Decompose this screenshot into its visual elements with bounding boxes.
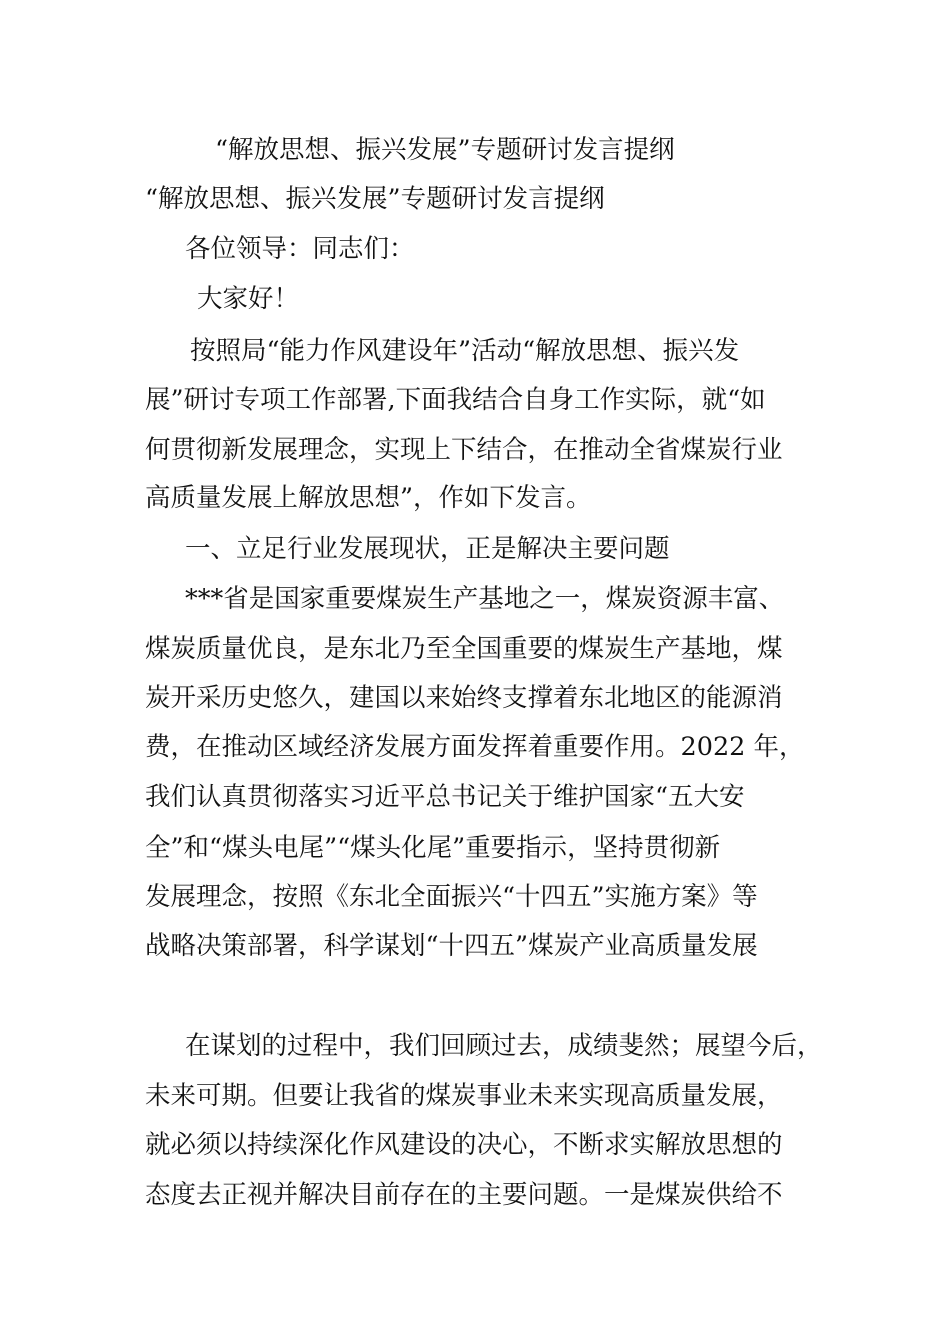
paragraph-line: 态度去正视并解决目前存在的主要问题。一是煤炭供给不: [145, 1180, 783, 1210]
paragraph-line: 何贯彻新发展理念，实现上下结合，在推动全省煤炭行业: [145, 435, 783, 465]
paragraph-line: 战略决策部署，科学谋划“十四五”煤炭产业高质量发展: [145, 931, 758, 961]
paragraph-line: 我们认真贯彻落实习近平总书记关于维护国家“五大安: [145, 782, 745, 812]
greeting: 大家好！: [197, 284, 300, 314]
document-subtitle: “解放思想、振兴发展”专题研讨发言提纲: [145, 184, 605, 214]
paragraph-line: 费，在推动区域经济发展方面发挥着重要作用。2022 年，: [145, 732, 805, 762]
paragraph-line: 全”和“煤头电尾”“煤头化尾”重要指示，坚持贯彻新: [145, 833, 721, 863]
paragraph-line: ***省是国家重要煤炭生产基地之一，煤炭资源丰富、: [185, 584, 785, 614]
paragraph-line: 炭开采历史悠久，建国以来始终支撑着东北地区的能源消: [145, 683, 783, 713]
paragraph-line: 就必须以持续深化作风建设的决心，不断求实解放思想的: [145, 1130, 783, 1160]
paragraph-line: 煤炭质量优良，是东北乃至全国重要的煤炭生产基地，煤: [145, 634, 783, 664]
salutation: 各位领导：同志们：: [185, 234, 415, 264]
paragraph-line: 展”研讨专项工作部署,下面我结合自身工作实际，就“如: [145, 385, 766, 415]
paragraph-line: 未来可期。但要让我省的煤炭事业未来实现高质量发展，: [145, 1081, 783, 1111]
section-heading: 一、立足行业发展现状，正是解决主要问题: [185, 534, 670, 564]
paragraph-line: 高质量发展上解放思想”，作如下发言。: [145, 483, 592, 513]
paragraph-line: 在谋划的过程中，我们回顾过去，成绩斐然；展望今后，: [185, 1031, 823, 1061]
document-title: “解放思想、振兴发展”专题研讨发言提纲: [215, 135, 675, 165]
paragraph-line: 发展理念，按照《东北全面振兴“十四五”实施方案》等: [145, 882, 758, 912]
paragraph-line: 按照局“能力作风建设年”活动“解放思想、振兴发: [190, 336, 740, 366]
